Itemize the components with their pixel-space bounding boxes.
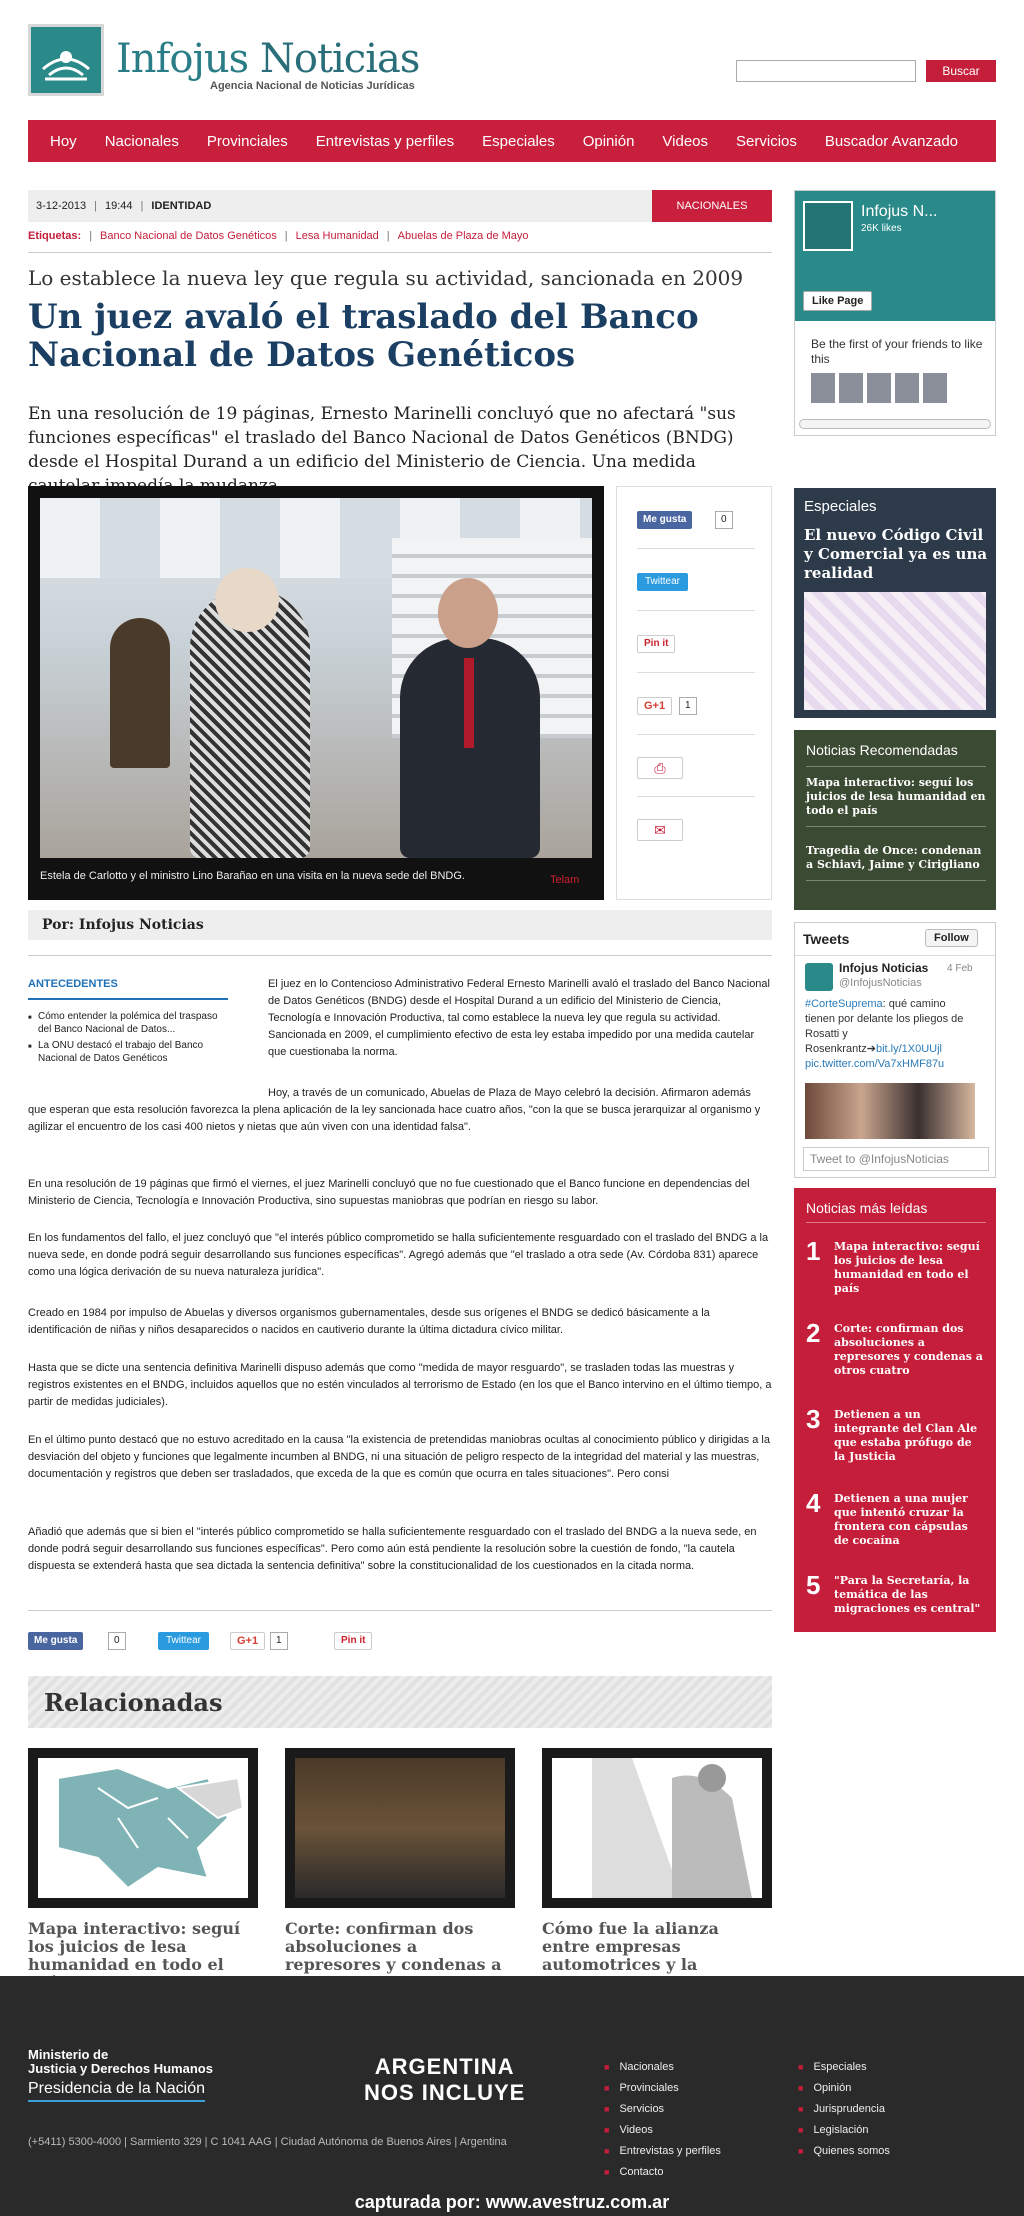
- nav-item-hoy[interactable]: Hoy: [50, 132, 77, 150]
- related-title: Relacionadas: [28, 1676, 772, 1728]
- nav-item-especiales[interactable]: Especiales: [482, 132, 555, 150]
- related-card[interactable]: [542, 1748, 772, 1992]
- nav-item-provinciales[interactable]: Provinciales: [206, 132, 288, 150]
- related-card[interactable]: [285, 1748, 515, 1992]
- nav-item-buscador[interactable]: Buscador Avanzado: [824, 132, 959, 150]
- article-date: 3-12-2013: [36, 200, 87, 212]
- related-card[interactable]: [28, 1748, 258, 1992]
- recomendada-link[interactable]: Tragedia de Once: condenan a Schiavi, Jaime y Cirigliano: [806, 844, 986, 881]
- footer-link[interactable]: Quienes somos: [813, 2145, 890, 2157]
- mas-leidas-title: Noticias más leídas: [806, 1200, 928, 1216]
- facebook-likes: 26K likes: [861, 223, 902, 234]
- rank-number: 2: [806, 1318, 821, 1348]
- divider: [28, 252, 772, 253]
- related-image[interactable]: [285, 1748, 515, 1908]
- divider: [806, 766, 986, 767]
- tweet-input[interactable]: Tweet to @InfojusNoticias: [803, 1147, 989, 1171]
- site-footer: [0, 1976, 1024, 2216]
- main-nav: [28, 120, 996, 162]
- tag-link[interactable]: Banco Nacional de Datos Genéticos: [100, 230, 277, 242]
- search-input[interactable]: [736, 60, 916, 82]
- tweet-link[interactable]: bit.ly/1X0UUjl: [875, 1043, 942, 1055]
- divider: [28, 955, 772, 956]
- article-paragraph: Hoy, a través de un comunicado, Abuelas de Plaza de Mayo celebró la decisión. Afirmaron además que esperan que esta resolución favorezca la plena aplicación de la ley sancionada hace cuatro años, "con la que se busca jerarquizar al organismo y agilizar el encuentro de los casi 400 nietos y nietas que aún viven con una identidad falsa".: [28, 1087, 761, 1133]
- friend-avatar[interactable]: [867, 373, 891, 403]
- printer-icon[interactable]: ⎙: [637, 757, 683, 779]
- especiales-headline[interactable]: El nuevo Código Civil y Comercial ya es una realidad: [804, 526, 988, 582]
- article-time: 19:44: [105, 200, 133, 212]
- facebook-friends-text: Be the first of your friends to like this: [811, 337, 983, 366]
- related-title-link[interactable]: Corte: confirman dos absoluciones a represores y condenas a: [285, 1919, 502, 1974]
- twitter-avatar[interactable]: [805, 963, 833, 991]
- recomendadas-title: Noticias Recomendadas: [806, 742, 958, 758]
- especiales-image[interactable]: [804, 592, 986, 710]
- friend-avatar[interactable]: [811, 373, 835, 403]
- tag-link[interactable]: Abuelas de Plaza de Mayo: [397, 230, 529, 242]
- tweets-title: Tweets: [803, 931, 850, 947]
- logo-icon[interactable]: [28, 24, 104, 96]
- tweet-image[interactable]: [805, 1083, 975, 1139]
- footer-link[interactable]: Provinciales: [619, 2082, 679, 2094]
- google-plus-count: 1: [270, 1632, 288, 1650]
- facebook-like-button[interactable]: Me gusta: [637, 511, 692, 529]
- footer-link[interactable]: Entrevistas y perfiles: [619, 2145, 721, 2157]
- nav-item-opinion[interactable]: Opinión: [582, 132, 635, 150]
- share-column: [616, 486, 772, 900]
- pinterest-button[interactable]: Pin it: [334, 1632, 372, 1650]
- footer-links-col-2: ■ Especiales ■ Opinión ■ Jurisprudencia ■ Legislación ■ Quienes somos: [798, 2061, 890, 2157]
- tweet-date[interactable]: 4 Feb: [947, 963, 973, 974]
- antecedentes-title: ANTECEDENTES: [28, 978, 118, 990]
- divider: [28, 1610, 772, 1611]
- argentina-line-1: ARGENTINA: [374, 2054, 515, 2079]
- article-paragraph: Hasta que se dicte una sentencia definitiva Marinelli dispuso además que como "medida de mayor resguardo", se trasladen todas las muestras y registros existentes en el BNDG, incluidos aquellos que no estén vinculados al terrorismo de Estado (en los que el Banco intervino en el último tiempo, a partir de medidas judiciales).: [28, 1362, 772, 1408]
- rank-number: 5: [806, 1570, 821, 1600]
- logo-subtitle: Agencia Nacional de Noticias Jurídicas: [210, 80, 415, 92]
- scrollbar[interactable]: [799, 419, 991, 429]
- friend-avatar[interactable]: [895, 373, 919, 403]
- nav-item-entrevistas[interactable]: Entrevistas y perfiles: [315, 132, 455, 150]
- photo-caption: Estela de Carlotto y el ministro Lino Barañao en una visita en la nueva sede del BNDG.: [40, 870, 465, 882]
- facebook-like-button[interactable]: Me gusta: [28, 1632, 83, 1650]
- nav-item-servicios[interactable]: Servicios: [736, 132, 797, 150]
- twitter-handle[interactable]: @InfojusNoticias: [839, 977, 922, 989]
- facebook-page-widget: [794, 190, 996, 436]
- divider: [795, 955, 995, 956]
- facebook-like-page-button[interactable]: Like Page: [803, 291, 872, 311]
- argentina-line-2: NOS INCLUYE: [364, 2080, 526, 2105]
- especiales-title: Especiales: [804, 498, 877, 515]
- article-meta-bar: 3-12-2013 | 19:44 | IDENTIDAD: [28, 190, 772, 222]
- twitter-name[interactable]: Infojus Noticias: [839, 961, 929, 975]
- ministry-line-2: Justicia y Derechos Humanos: [28, 2061, 213, 2076]
- related-title-link[interactable]: Cómo fue la alianza entre empresas automotrices y la: [542, 1919, 719, 1974]
- ministry-line-1: Ministerio de: [28, 2047, 109, 2062]
- article-byline: Por: Infojus Noticias: [28, 910, 772, 940]
- footer-link[interactable]: Legislación: [813, 2124, 869, 2136]
- argentina-logo[interactable]: [364, 2054, 525, 2106]
- footer-link[interactable]: Videos: [619, 2124, 653, 2136]
- article-paragraph: Creado en 1984 por impulso de Abuelas y diversos organismos gubernamentales, desde sus orígenes el BNDG se dedicó básicamente a la identificación de niñas y niños desaparecidos o nacidos en cautiverio durante la última dictadura cívico militar.: [28, 1307, 710, 1336]
- antecedentes-list: [28, 1010, 228, 1068]
- presidency-logo[interactable]: Presidencia de la Nación: [28, 2080, 205, 2102]
- google-plus-button[interactable]: G+1: [230, 1632, 265, 1650]
- article-headline: Un juez avaló el traslado del Banco Nacional de Datos Genéticos: [28, 297, 699, 375]
- site-logo-text[interactable]: [116, 36, 419, 82]
- tweet-text: [805, 997, 975, 1072]
- article-kicker: Lo establece la nueva ley que regula su actividad, sancionada en 2009: [28, 266, 744, 290]
- footer-link[interactable]: Contacto: [619, 2166, 664, 2178]
- search-button[interactable]: Buscar: [926, 60, 996, 82]
- friend-avatar[interactable]: [923, 373, 947, 403]
- mas-leida-link[interactable]: Detienen a una mujer que intentó cruzar la frontera con cápsulas de cocaína: [834, 1492, 968, 1547]
- facebook-page-title[interactable]: Infojus N...: [861, 203, 938, 220]
- article-paragraph: En los fundamentos del fallo, el juez concluyó que "el interés público comprometido se halla suficientemente resguardado con el traslado del BNDG a la nueva sede, en donde podrá seguir desarrollando sus funciones específicas". Agregó además que "el traslado a otra sede (Av. Córdoba 831) aparece como una lógica derivación de su nueva naturaleza jurídica".: [28, 1232, 769, 1278]
- mail-icon[interactable]: ✉: [637, 819, 683, 841]
- related-image[interactable]: [542, 1748, 772, 1908]
- nav-item-videos[interactable]: Videos: [662, 132, 709, 150]
- footer-links-col-1: ■ Nacionales ■ Provinciales ■ Servicios ■ Videos ■ Entrevistas y perfiles ■ Contacto: [604, 2061, 721, 2178]
- google-plus-count: 1: [679, 697, 697, 715]
- footer-link[interactable]: Especiales: [813, 2061, 867, 2073]
- article-paragraph: Añadió que además que si bien el "interés público comprometido se halla suficientemente resguardado con el traslado del BNDG a la nueva sede, en donde podrá seguir desarrollando sus funciones específicas". Pero como aún está pendiente la resolución sobre la cuestión de fondo, "la cautela dispuesta se extenderá hasta que sea dictada la sentencia definitiva" sobre la constitucionalidad de los cuestionados en la citada norma.: [28, 1526, 757, 1572]
- tweet-hashtag[interactable]: #CorteSuprema: [805, 998, 883, 1010]
- related-title-link[interactable]: Mapa interactivo: seguí los juicios de lesa humanidad en todo el: [28, 1919, 241, 1974]
- footer-link[interactable]: Nacionales: [619, 2061, 674, 2073]
- ministry-logo[interactable]: [28, 2048, 213, 2076]
- mas-leida-link[interactable]: "Para la Secretaría, la temática de las migraciones es central": [834, 1574, 981, 1615]
- mas-leida-link[interactable]: Mapa interactivo: seguí los juicios de lesa humanidad en todo el país: [834, 1240, 980, 1295]
- mas-leida-link[interactable]: Corte: confirman dos absoluciones a represores y condenas a otros cuatro: [834, 1322, 983, 1377]
- page-logo-icon: [803, 201, 853, 251]
- twitter-follow-button[interactable]: Follow: [925, 929, 978, 947]
- rank-number: 4: [806, 1488, 821, 1518]
- rank-number: 3: [806, 1404, 821, 1434]
- twitter-widget: [794, 922, 996, 1178]
- footer-link[interactable]: Jurisprudencia: [813, 2103, 885, 2115]
- tweet-body: : qué camino tienen por delante los pliegos de Rosatti y Rosenkrantz➔: [805, 998, 964, 1055]
- footer-address: (+5411) 5300-4000 | Sarmiento 329 | C 1041 AAG | Ciudad Autónoma de Buenos Aires | Argentina: [28, 2136, 507, 2148]
- pinterest-button[interactable]: Pin it: [637, 635, 675, 653]
- article-photo[interactable]: [40, 498, 592, 858]
- antecedentes-link[interactable]: ■ La ONU destacó el trabajo del Banco Nacional de Datos Genéticos: [28, 1039, 228, 1065]
- friend-avatar[interactable]: [839, 373, 863, 403]
- article-photo-frame: [28, 486, 604, 900]
- facebook-page-header[interactable]: [795, 191, 995, 321]
- tweet-button[interactable]: Twittear: [158, 1632, 209, 1650]
- antecedentes-link[interactable]: ■ Cómo entender la polémica del traspaso del Banco Nacional de Datos...: [28, 1010, 228, 1036]
- tag-link[interactable]: Lesa Humanidad: [295, 230, 379, 242]
- google-plus-button[interactable]: G+1: [637, 697, 672, 715]
- rank-number: 1: [806, 1236, 821, 1266]
- article-paragraph: En una resolución de 19 páginas que firmó el viernes, el juez Marinelli concluyó que no fue cuestionado que el Banco funcione en dependencias del Ministerio de Ciencia, Tecnología e Innovación Productiva, sino supuestas maniobras que podrían en riesgo su labor.: [28, 1178, 750, 1207]
- mas-leida-link[interactable]: Detienen a un integrante del Clan Ale que estaba prófugo de la Justicia: [834, 1408, 978, 1463]
- article-lede: En una resolución de 19 páginas, Ernesto Marinelli concluyó que no afectará "sus funciones específicas" el traslado del Banco Nacional de Datos Genéticos (BNDG) desde el Hospital Durand a un edificio del Ministerio de Ciencia. Una medida: [28, 404, 736, 472]
- photo-credit: Telam: [550, 874, 580, 886]
- divider: [28, 998, 228, 1000]
- tweet-link[interactable]: pic.twitter.com/Va7xHMF87u: [805, 1058, 945, 1070]
- tags-row: Etiquetas: | Banco Nacional de Datos Genéticos | Lesa Humanidad | Abuelas de Plaza de Mayo: [28, 230, 529, 242]
- divider: [806, 1222, 986, 1223]
- mas-leidas-widget: [794, 1188, 996, 1632]
- footer-link[interactable]: Servicios: [619, 2103, 665, 2115]
- tags-label: Etiquetas:: [28, 230, 82, 242]
- nav-item-nacionales[interactable]: Nacionales: [104, 132, 179, 150]
- article-paragraph: En el último punto destacó que no estuvo acreditado en la causa "la existencia de pretendidas maniobras ocultas al conocimiento público y dirigidas a la desviación del objeto y funciones que legalmente incumben al BNDG, ni una situación de peligro respecto de la integridad del material y las muestras, documentación y registros que deben ser trasladados, que exceda de la que es común que ocurra en tales situaciones". Pero consi: [28, 1434, 770, 1480]
- share-bar-bottom: [28, 1630, 772, 1652]
- facebook-like-count: 0: [108, 1632, 126, 1650]
- section-badge[interactable]: NACIONALES: [652, 190, 772, 222]
- related-image[interactable]: [28, 1748, 258, 1908]
- capture-credit: capturada por: www.avestruz.com.ar: [354, 2192, 670, 2212]
- logo-word-2: Noticias: [259, 36, 420, 82]
- recomendada-link[interactable]: Mapa interactivo: seguí los juicios de lesa humanidad en todo el país: [806, 776, 986, 827]
- footer-link[interactable]: Opinión: [813, 2082, 852, 2094]
- article-category: IDENTIDAD: [151, 200, 212, 212]
- recomendadas-widget: [794, 730, 996, 910]
- logo-word-1: Infojus: [116, 36, 249, 82]
- facebook-like-count: 0: [715, 511, 733, 529]
- tweet-button[interactable]: Twittear: [637, 573, 688, 591]
- article-paragraph: El juez en lo Contencioso Administrativo Federal Ernesto Marinelli avaló el traslado del Banco Nacional de Datos Genéticos (BNDG) desde el Hospital Durand a un edificio del Ministerio de Ciencia, Tecnología e Innovación Productiva, tal como establece la nueva ley que regula su actividad. Sancionada en 2009, el cumplimiento efectivo de esta ley estaba impedido por una medida cautelar que cuestionaba la norma.: [268, 978, 770, 1058]
- especiales-widget: [794, 488, 996, 718]
